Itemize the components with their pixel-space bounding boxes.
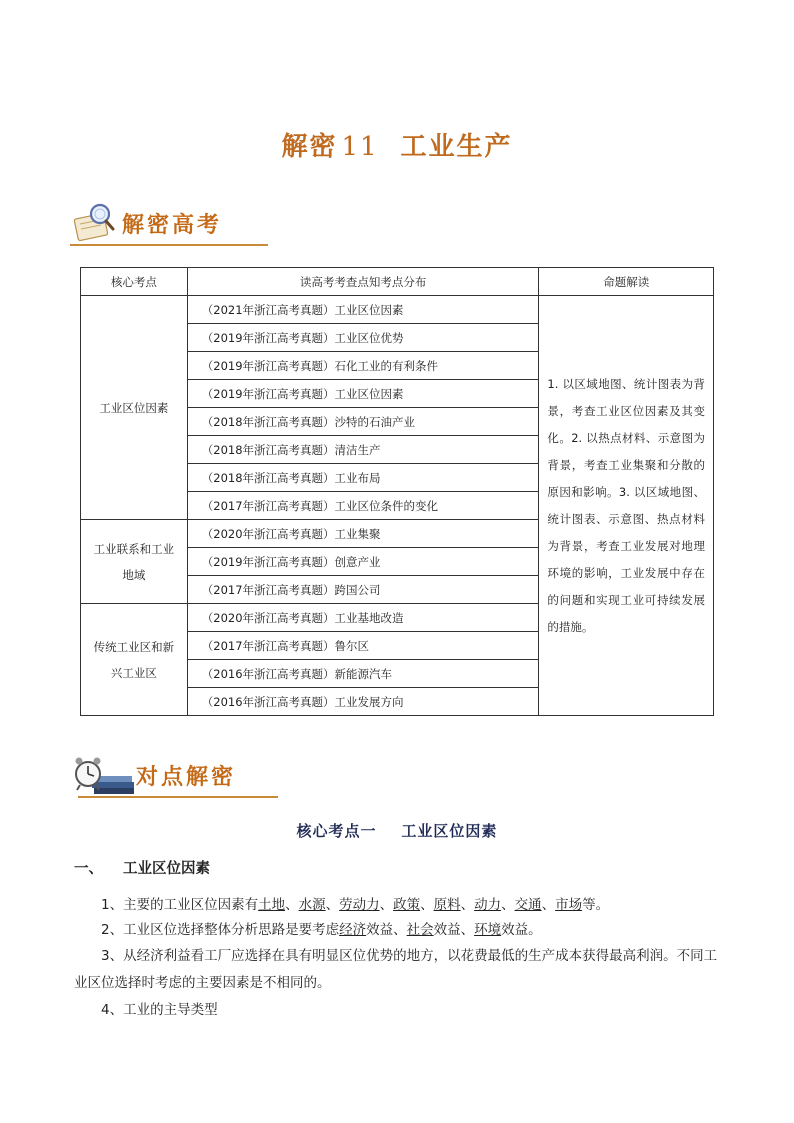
p2-lead: 2、工业区位选择整体分析思路是要考虑 [101, 922, 340, 938]
banner-duidian-jiemi [70, 752, 280, 802]
p1-term: 土地 [258, 897, 286, 913]
p1-term: 市场 [555, 897, 583, 913]
banner-jiemi-gaokao [70, 200, 270, 250]
p1-term: 交通 [514, 897, 542, 913]
p2-term: 社会 [406, 922, 434, 938]
header-core: 核心考点 [81, 268, 188, 296]
p2-text: 效益、 [433, 922, 475, 938]
p2-term: 经济 [339, 922, 367, 938]
title-text: 工业生产 [400, 132, 513, 162]
paragraph-4: 4、工业的主导类型 [101, 1002, 218, 1018]
table-header-row [81, 268, 714, 296]
banner-label: 解密高考 [122, 213, 223, 238]
exam-item: （2017年浙江高考真题）跨国公司 [187, 576, 539, 604]
exam-item: （2018年浙江高考真题）清洁生产 [187, 436, 539, 464]
p1-term: 政策 [393, 897, 421, 913]
heading-1 [74, 857, 210, 878]
exam-item: （2017年浙江高考真题）鲁尔区 [187, 632, 539, 660]
banner-underline [78, 796, 278, 798]
p1-term: 水源 [298, 897, 326, 913]
p1-lead: 1、主要的工业区位因素有 [101, 897, 259, 913]
exam-item: （2018年浙江高考真题）沙特的石油产业 [187, 408, 539, 436]
interpretation-cell: 1. 以区域地图、统计图表为背景，考查工业区位因素及其变化。2. 以热点材料、示意图为背景，考查工业集聚和分散的原因和影响。3. 以区域地图、统计图表、示意图、热点材料为背景，考查工业发展对地理环境的影响，工业发展中存在的问题和实现工业可持续发展的措施。 [539, 296, 714, 716]
exam-item: （2019年浙江高考真题）工业区位优势 [187, 324, 539, 352]
header-interpretation: 命题解读 [539, 268, 714, 296]
exam-item: （2020年浙江高考真题）工业集聚 [187, 520, 539, 548]
paragraph-3: 3、从经济利益看工厂应选择在具有明显区位优势的地方，以花费最低的生产成本获得最高利润。不同工业区位选择时考虑的主要因素是不相同的。 [74, 948, 718, 991]
banner-underline [70, 244, 268, 246]
header-distribution: 读高考考查点知考点分布 [187, 268, 539, 296]
core-point-cell: 传统工业区和新兴工业区 [81, 604, 188, 716]
p2-text: 效益。 [501, 922, 542, 938]
title-number: 11 [341, 132, 379, 162]
exam-item: （2017年浙江高考真题）工业区位条件的变化 [187, 492, 539, 520]
page-title [0, 126, 794, 163]
paragraph-2 [74, 917, 720, 944]
heading-text: 工业区位因素 [123, 861, 210, 877]
core-point-cell: 工业联系和工业地域 [81, 520, 188, 604]
exam-item: （2019年浙江高考真题）石化工业的有利条件 [187, 352, 539, 380]
exam-item: （2021年浙江高考真题）工业区位因素 [187, 296, 539, 324]
table-row [81, 296, 714, 324]
magnifier-book-icon [70, 200, 120, 246]
core-point-cell: 工业区位因素 [81, 296, 188, 520]
exam-item: （2018年浙江高考真题）工业布局 [187, 464, 539, 492]
alarm-clock-books-icon [70, 752, 136, 798]
exam-item: （2020年浙江高考真题）工业基地改造 [187, 604, 539, 632]
p1-term: 劳动力 [339, 897, 380, 913]
exam-points-table [80, 267, 714, 716]
p1-tail: 等。 [582, 897, 610, 913]
banner-label: 对点解密 [136, 765, 237, 790]
p2-text: 效益、 [366, 922, 407, 938]
exam-item: （2016年浙江高考真题）新能源汽车 [187, 660, 539, 688]
exam-item: （2016年浙江高考真题）工业发展方向 [187, 688, 539, 716]
section-title: 核心考点一 工业区位因素 [296, 822, 498, 840]
exam-item: （2019年浙江高考真题）创意产业 [187, 548, 539, 576]
p1-term: 原料 [433, 897, 461, 913]
title-prefix: 解密 [281, 132, 338, 162]
p1-term: 动力 [474, 897, 502, 913]
heading-number: 一、 [74, 861, 103, 877]
p2-term: 环境 [474, 922, 502, 938]
exam-item: （2019年浙江高考真题）工业区位因素 [187, 380, 539, 408]
paragraph-1: 1、主要的工业区位因素有土地、水源、劳动力、政策、原料、动力、交通、市场等。 [101, 897, 610, 913]
